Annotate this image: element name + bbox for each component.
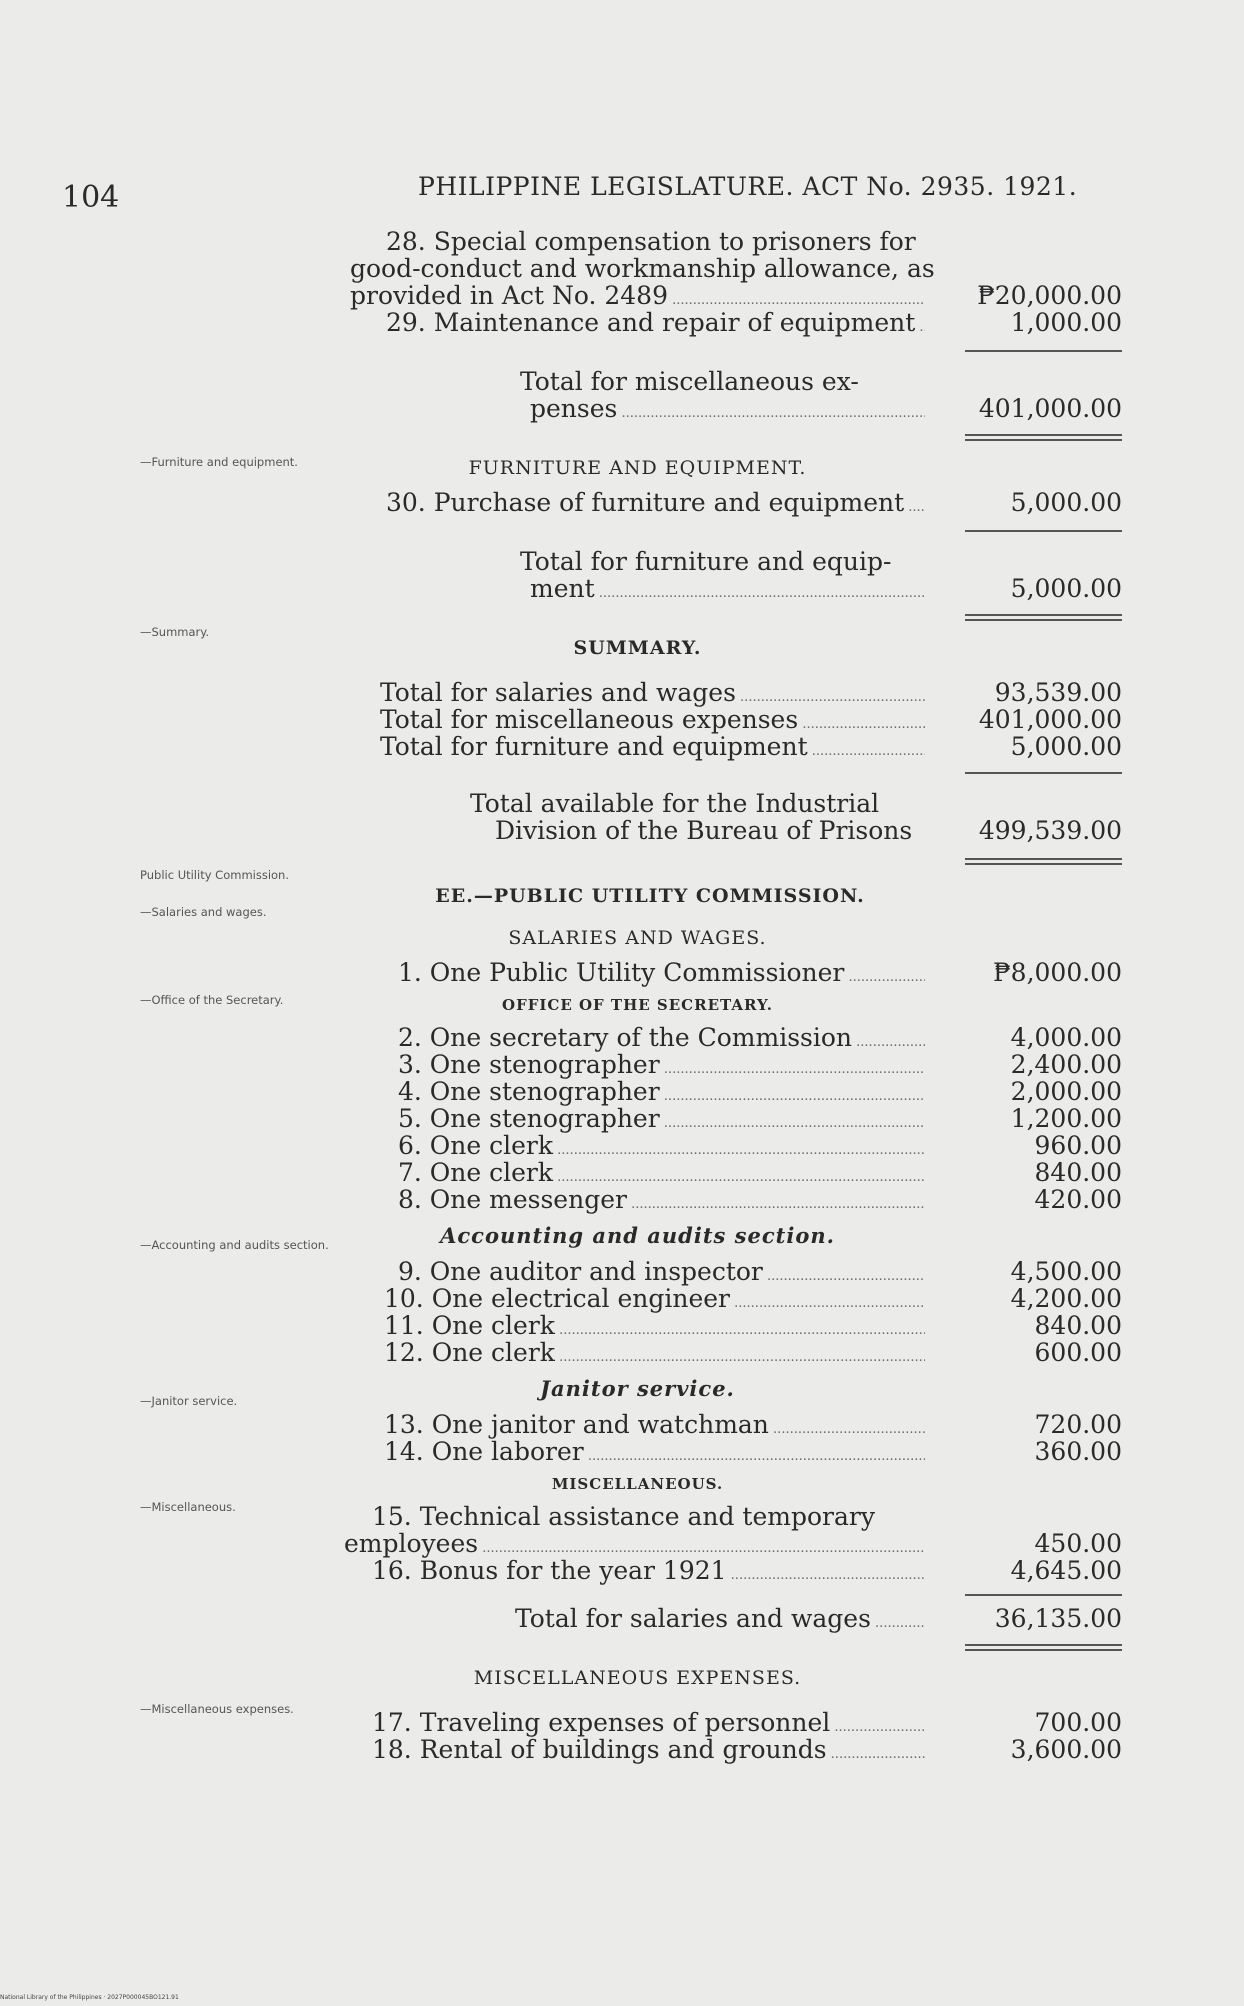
margin-note-misc: —Miscellaneous. (140, 1500, 236, 1514)
total-amount: 36,135.00 (994, 1604, 1122, 1633)
total-amount: 5,000.00 (1010, 574, 1122, 603)
item-row (350, 1438, 1122, 1465)
item-label: 9. One auditor and inspector ..... (398, 1258, 925, 1290)
heading-misc-expenses: MISCELLANEOUS EXPENSES. (473, 1667, 802, 1689)
summary-amount: 401,000.00 (978, 705, 1122, 734)
item-row (350, 1159, 1122, 1186)
total-available-line-1: Total available for the Industrial (470, 789, 880, 818)
item-label: 1. One Public Utility Commissioner ..... (398, 959, 925, 991)
double-rule (965, 614, 1122, 621)
item-label: 29. Maintenance and repair of equipment ..... (386, 309, 925, 341)
item-amount: 360.00 (1034, 1437, 1122, 1466)
item-row (350, 1105, 1122, 1132)
total-label: penses ..... (530, 395, 925, 427)
heading-misc: MISCELLANEOUS. (551, 1475, 724, 1493)
heading-summary: SUMMARY. (573, 637, 702, 659)
item-label: 18. Rental of buildings and grounds ..... (372, 1736, 925, 1768)
summary-label: Total for salaries and wages ..... (380, 679, 925, 711)
running-header: PHILIPPINE LEGISLATURE. ACT No. 2935. 1921. (418, 172, 1078, 201)
item-row (350, 959, 1122, 986)
rule (965, 1594, 1122, 1596)
total-row (350, 817, 1122, 844)
item-row (350, 309, 1122, 336)
heading-accounting: Accounting and audits section. (440, 1223, 835, 1248)
item-label: 14. One laborer ..... (384, 1438, 925, 1470)
summary-amount: 93,539.00 (994, 678, 1122, 707)
summary-label: Total for miscellaneous expenses ..... (380, 706, 925, 738)
item-row (350, 1078, 1122, 1105)
item-amount: 5,000.00 (1010, 488, 1122, 517)
summary-row (350, 733, 1122, 760)
summary-label: Total for furniture and equipment ..... (380, 733, 925, 765)
summary-amount: 5,000.00 (1010, 732, 1122, 761)
item-label: 11. One clerk ..... (384, 1312, 925, 1344)
item-label: provided in Act No. 2489 ..... (350, 282, 925, 314)
margin-note-office: —Office of the Secretary. (140, 993, 284, 1007)
heading-office: OFFICE OF THE SECRETARY. (502, 996, 773, 1014)
margin-note-accounting: —Accounting and audits section. (140, 1238, 329, 1252)
item-row (350, 1024, 1122, 1051)
item-amount: 960.00 (1034, 1131, 1122, 1160)
item-amount: 4,000.00 (1010, 1023, 1122, 1052)
total-row (350, 1602, 1122, 1636)
rule (965, 772, 1122, 774)
total-label: Total for salaries and wages ..... (515, 1602, 925, 1641)
rule (965, 530, 1122, 532)
item-label: employees ..... (344, 1530, 925, 1562)
item-row (350, 282, 1122, 309)
item-amount: 1,000.00 (1010, 308, 1122, 337)
summary-row (350, 706, 1122, 733)
item-label: 13. One janitor and watchman ..... (384, 1411, 925, 1443)
appropriation-content (344, 227, 1122, 1764)
double-rule (965, 858, 1122, 865)
item-amount: 3,600.00 (1010, 1735, 1122, 1764)
item-row (350, 1186, 1122, 1213)
item-label: 3. One stenographer ..... (398, 1051, 925, 1083)
item-label: 16. Bonus for the year 1921 ..... (372, 1557, 925, 1589)
item-amount: 4,500.00 (1010, 1257, 1122, 1286)
item-label: 10. One electrical engineer ..... (384, 1285, 925, 1317)
item-row (350, 489, 1122, 516)
heading-salaries: SALARIES AND WAGES. (508, 927, 767, 949)
item-label: 2. One secretary of the Commission ..... (398, 1024, 925, 1056)
item-amount: 1,200.00 (1010, 1104, 1122, 1133)
item-label: 6. One clerk ..... (398, 1132, 925, 1164)
item-amount: 450.00 (1034, 1529, 1122, 1558)
item-label: 7. One clerk ..... (398, 1159, 925, 1191)
summary-row (350, 679, 1122, 706)
item-amount: 4,200.00 (1010, 1284, 1122, 1313)
margin-note-summary: —Summary. (140, 625, 210, 639)
item-row (350, 1285, 1122, 1312)
item-label: 5. One stenographer ..... (398, 1105, 925, 1137)
item-amount: 700.00 (1034, 1708, 1122, 1737)
item-label: 30. Purchase of furniture and equipment ..... (386, 489, 925, 521)
heading-puc: EE.—PUBLIC UTILITY COMMISSION. (435, 885, 865, 907)
item-row (344, 1529, 1122, 1558)
total-label: ment ..... (530, 575, 925, 607)
item-label: 12. One clerk ..... (384, 1339, 925, 1371)
item-label: 17. Traveling expenses of personnel ..... (372, 1709, 925, 1741)
item-row (350, 1557, 1122, 1584)
rule (965, 350, 1122, 352)
heading-furniture: FURNITURE AND EQUIPMENT. (468, 457, 807, 479)
item-amount: 600.00 (1034, 1338, 1122, 1367)
item-28-line-2: good-conduct and workmanship allowance, as (350, 254, 935, 283)
item-label: 4. One stenographer ..... (398, 1078, 925, 1110)
total-row (350, 575, 1122, 602)
page-number: 104 (62, 180, 120, 215)
item-amount: 840.00 (1034, 1158, 1122, 1187)
item-row (350, 1736, 1122, 1763)
double-rule (965, 1644, 1122, 1651)
item-row (350, 1411, 1122, 1438)
total-label: Division of the Bureau of Prisons (495, 817, 913, 845)
item-28-line-1: 28. Special compensation to prisoners for (386, 227, 916, 256)
item-row (350, 1258, 1122, 1285)
margin-note-furniture: —Furniture and equipment. (140, 455, 298, 469)
item-15-line-1: 15. Technical assistance and temporary (372, 1502, 875, 1531)
item-amount: 2,000.00 (1010, 1077, 1122, 1106)
scan-footer: National Library of the Philippines · 2027P000045BO121.91 (0, 1994, 179, 2001)
margin-note-salaries: —Salaries and wages. (140, 905, 267, 919)
total-amount: 401,000.00 (978, 394, 1122, 423)
total-furniture-line-1: Total for furniture and equip- (520, 547, 892, 576)
item-row (350, 1709, 1122, 1736)
item-amount: 420.00 (1034, 1185, 1122, 1214)
total-misc-line-1: Total for miscellaneous ex- (520, 367, 859, 396)
total-amount: 499,539.00 (978, 816, 1122, 845)
item-amount: ₱20,000.00 (977, 281, 1122, 310)
margin-note-misc-expenses: —Miscellaneous expenses. (140, 1702, 294, 1716)
item-amount: ₱8,000.00 (993, 958, 1122, 987)
item-amount: 2,400.00 (1010, 1050, 1122, 1079)
item-row (350, 1051, 1122, 1078)
item-row (350, 1312, 1122, 1339)
margin-note-puc: Public Utility Commission. (140, 868, 289, 882)
item-row (350, 1132, 1122, 1159)
double-rule (965, 434, 1122, 441)
margin-note-janitor: —Janitor service. (140, 1394, 238, 1408)
item-amount: 720.00 (1034, 1410, 1122, 1439)
item-label: 8. One messenger ..... (398, 1186, 925, 1218)
total-row (350, 395, 1122, 422)
item-amount: 4,645.00 (1010, 1556, 1122, 1585)
heading-janitor: Janitor service. (540, 1376, 735, 1401)
item-amount: 840.00 (1034, 1311, 1122, 1340)
item-row (350, 1339, 1122, 1366)
